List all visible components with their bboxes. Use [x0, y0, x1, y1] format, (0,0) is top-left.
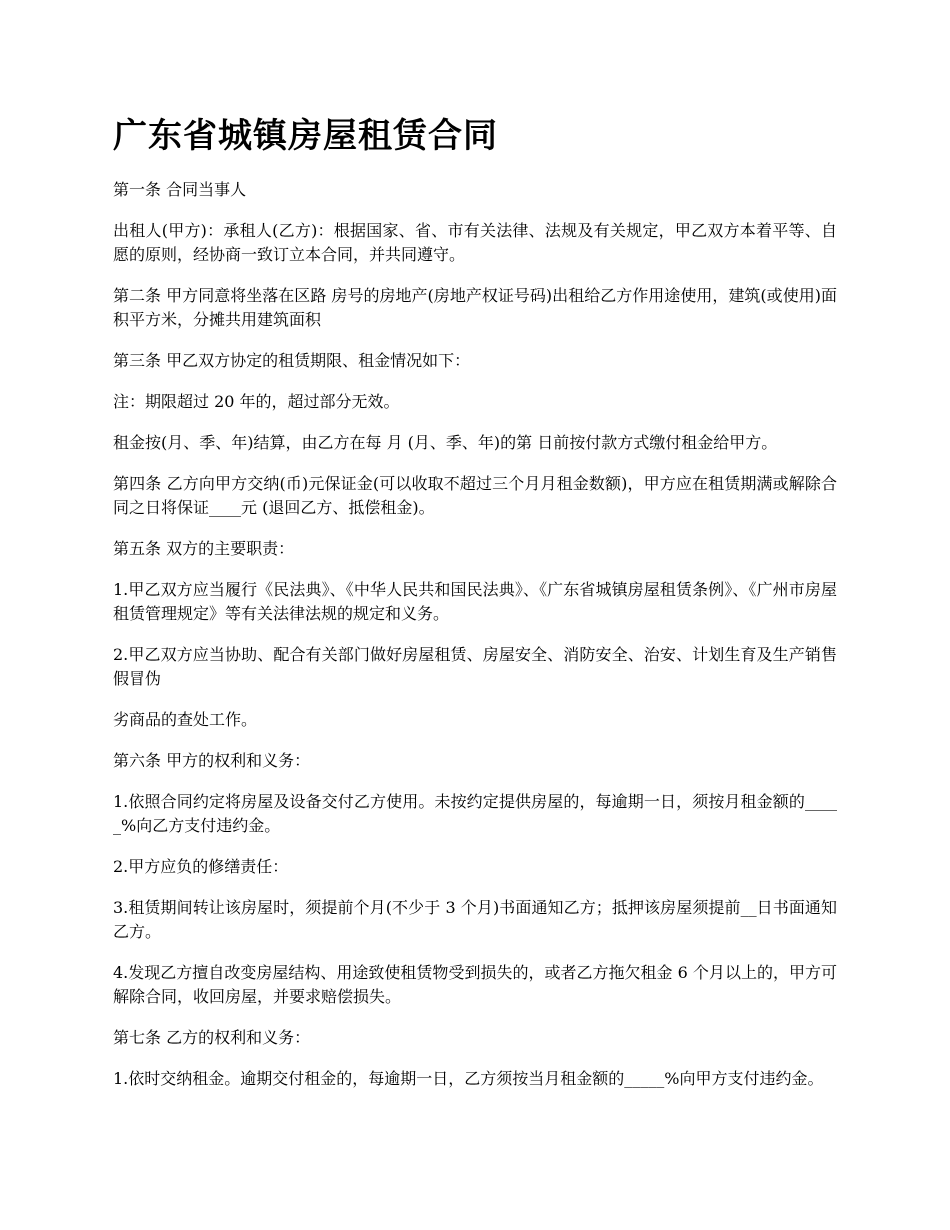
paragraph-article-7-item-1: 1.依时交纳租金。逾期交付租金的，每逾期一日，乙方须按当月租金额的_____%向甲方支付违约金。	[113, 1069, 824, 1088]
paragraph-article-1-heading: 第一条 合同当事人	[113, 180, 247, 199]
paragraph-article-5-item-2: 2.甲乙双方应当协助、配合有关部门做好房屋租赁、房屋安全、消防安全、治安、计划生育及生产销售假冒伪	[113, 645, 837, 688]
paragraph-article-6-item-3: 3.租赁期间转让该房屋时，须提前个月(不少于 3 个月)书面通知乙方；抵押该房屋须提前__日书面通知乙方。	[113, 898, 837, 941]
paragraph-article-4: 第四条 乙方向甲方交纳(币)元保证金(可以收取不超过三个月月租金数额)，甲方应在租赁期满或解除合同之日将保证____元 (退回乙方、抵偿租金)。	[113, 474, 837, 517]
paragraph-article-6-item-4: 4.发现乙方擅自改变房屋结构、用途致使租赁物受到损失的，或者乙方拖欠租金 6 个月以上的，甲方可解除合同，收回房屋，并要求赔偿损失。	[113, 963, 837, 1006]
paragraph-article-3-heading: 第三条 甲乙双方协定的租赁期限、租金情况如下：	[113, 351, 471, 370]
document-title: 广东省城镇房屋租赁合同	[113, 116, 498, 156]
paragraph-article-7-heading: 第七条 乙方的权利和义务：	[113, 1028, 311, 1047]
paragraph-article-2: 第二条 甲方同意将坐落在区路 房号的房地产(房地产权证号码)出租给乙方作用途使用，建筑(或使用)面积平方米，分摊共用建筑面积	[113, 286, 837, 329]
paragraph-article-6-item-2: 2.甲方应负的修缮责任：	[113, 857, 289, 876]
paragraph-rent-payment: 租金按(月、季、年)结算，由乙方在每 月 (月、季、年)的第 日前按付款方式缴付租金给甲方。	[113, 433, 778, 452]
paragraph-article-6-heading: 第六条 甲方的权利和义务：	[113, 751, 311, 770]
paragraph-parties: 出租人(甲方)：承租人(乙方)：根据国家、省、市有关法律、法规及有关规定，甲乙双方本着平等、自愿的原则，经协商一致订立本合同，并共同遵守。	[113, 221, 837, 264]
document-body	[113, 178, 837, 1108]
paragraph-term-note: 注：期限超过 20 年的，超过部分无效。	[113, 392, 400, 411]
paragraph-article-5-item-1: 1.甲乙双方应当履行《民法典》、《中华人民共和国民法典》、《广东省城镇房屋租赁条例》、《广州市房屋租赁管理规定》等有关法律法规的规定和义务。	[113, 580, 837, 623]
paragraph-article-5-heading: 第五条 双方的主要职责：	[113, 539, 295, 558]
paragraph-article-6-item-1: 1.依照合同约定将房屋及设备交付乙方使用。未按约定提供房屋的，每逾期一日，须按月租金额的_____%向乙方支付违约金。	[113, 792, 837, 835]
paragraph-article-5-item-2-cont: 劣商品的查处工作。	[113, 710, 258, 729]
